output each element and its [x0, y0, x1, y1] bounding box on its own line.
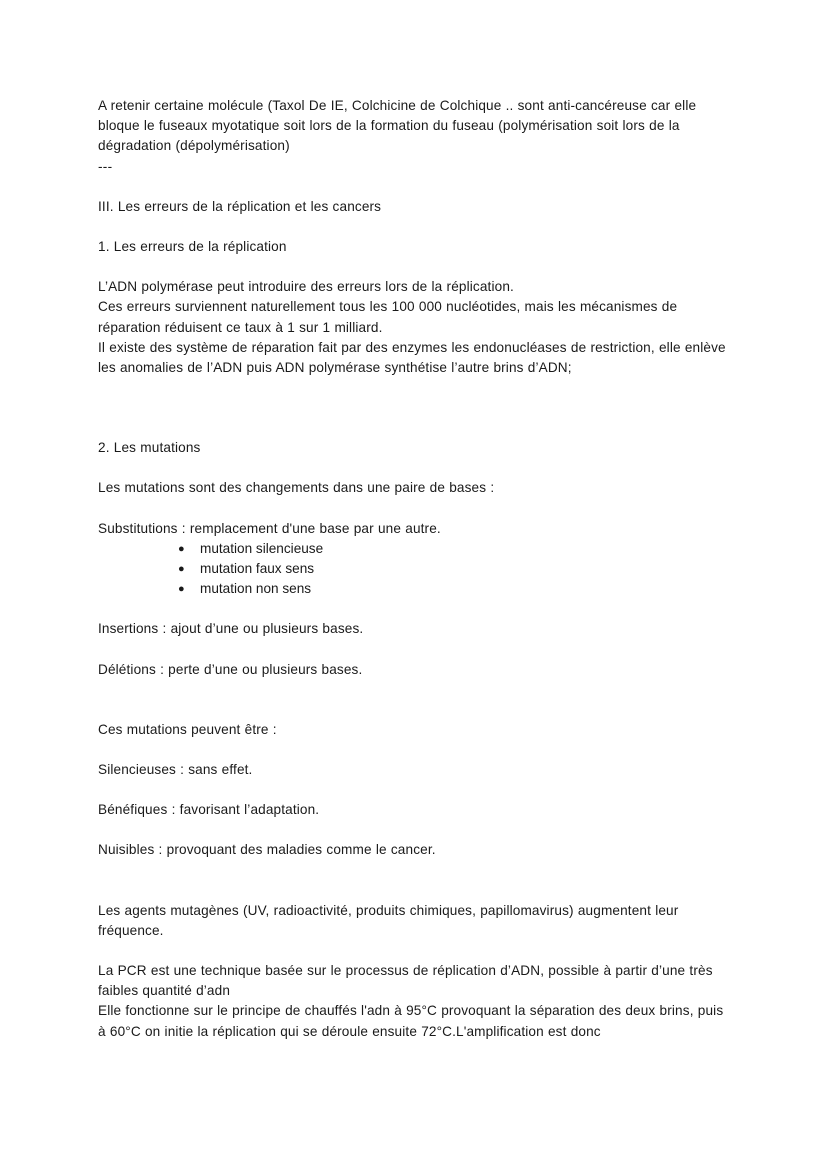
bullet-icon: ●	[178, 563, 185, 576]
replication-errors-line-2: Ces erreurs surviennent naturellement tous les 100 000 nucléotides, mais les mécanismes de réparation réduisent ce taux à 1 sur 1 milliard.	[98, 299, 678, 335]
list-item	[98, 539, 732, 559]
deletions-paragraph: Délétions : perte d’une ou plusieurs bases.	[98, 661, 363, 677]
substitutions-paragraph: Substitutions : remplacement d'une base par une autre.	[98, 520, 441, 536]
pcr-paragraph-line-2: Elle fonctionne sur le principe de chauffés l'adn à 95°C provoquant la séparation des deux brins, puis à 60°C on initie la réplication qui se déroule ensuite 72°C.L'amplification est donc	[98, 1003, 724, 1039]
bullet-icon: ●	[178, 583, 185, 596]
mutations-definition: Les mutations sont des changements dans une paire de bases :	[98, 480, 495, 496]
effect-silent-paragraph: Silencieuses : sans effet.	[98, 762, 253, 778]
list-item	[98, 579, 732, 599]
list-item	[98, 559, 732, 579]
replication-errors-line-3: Il existe des système de réparation fait par des enzymes les endonucléases de restriction, elle enlève les anomalies de l’ADN puis ADN polymérase synthétise l’autre brins d’ADN;	[98, 339, 726, 376]
mutagens-paragraph: Les agents mutagènes (UV, radioactivité, produits chimiques, papillomavirus) augmentent leur fréquence.	[98, 902, 679, 938]
effect-harmful-paragraph: Nuisibles : provoquant des maladies comme le cancer.	[98, 842, 436, 858]
intro-paragraph: A retenir certaine molécule (Taxol De IE, Colchicine de Colchique .. sont anti-cancéreuse car elle bloque le fuseaux myotatique soit lors de la formation du fuseau (polymérisation soit lors de la dégradation (dépolymérisation)	[98, 98, 697, 154]
insertions-paragraph: Insertions : ajout d’une ou plusieurs bases.	[98, 621, 364, 637]
subsection-heading-1: 1. Les erreurs de la réplication	[98, 239, 287, 255]
list-item-label: mutation non sens	[200, 581, 312, 597]
list-item-label: mutation silencieuse	[200, 540, 324, 556]
effect-beneficial-paragraph: Bénéfiques : favorisant l’adaptation.	[98, 802, 320, 818]
replication-errors-line-1: L’ADN polymérase peut introduire des erreurs lors de la réplication.	[98, 279, 514, 295]
substitution-types-list	[98, 539, 732, 600]
section-heading-iii: III. Les erreurs de la réplication et les cancers	[98, 198, 382, 214]
document-text-body	[98, 96, 732, 1042]
subsection-heading-2: 2. Les mutations	[98, 440, 201, 456]
pcr-paragraph-line-1: La PCR est une technique basée sur le processus de réplication d’ADN, possible à partir d’une très faibles quantité d’adn	[98, 963, 713, 999]
bullet-icon: ●	[178, 542, 185, 555]
effects-intro-paragraph: Ces mutations peuvent être :	[98, 721, 277, 737]
horizontal-separator-text: ---	[98, 158, 113, 174]
list-item-label: mutation faux sens	[200, 561, 315, 577]
